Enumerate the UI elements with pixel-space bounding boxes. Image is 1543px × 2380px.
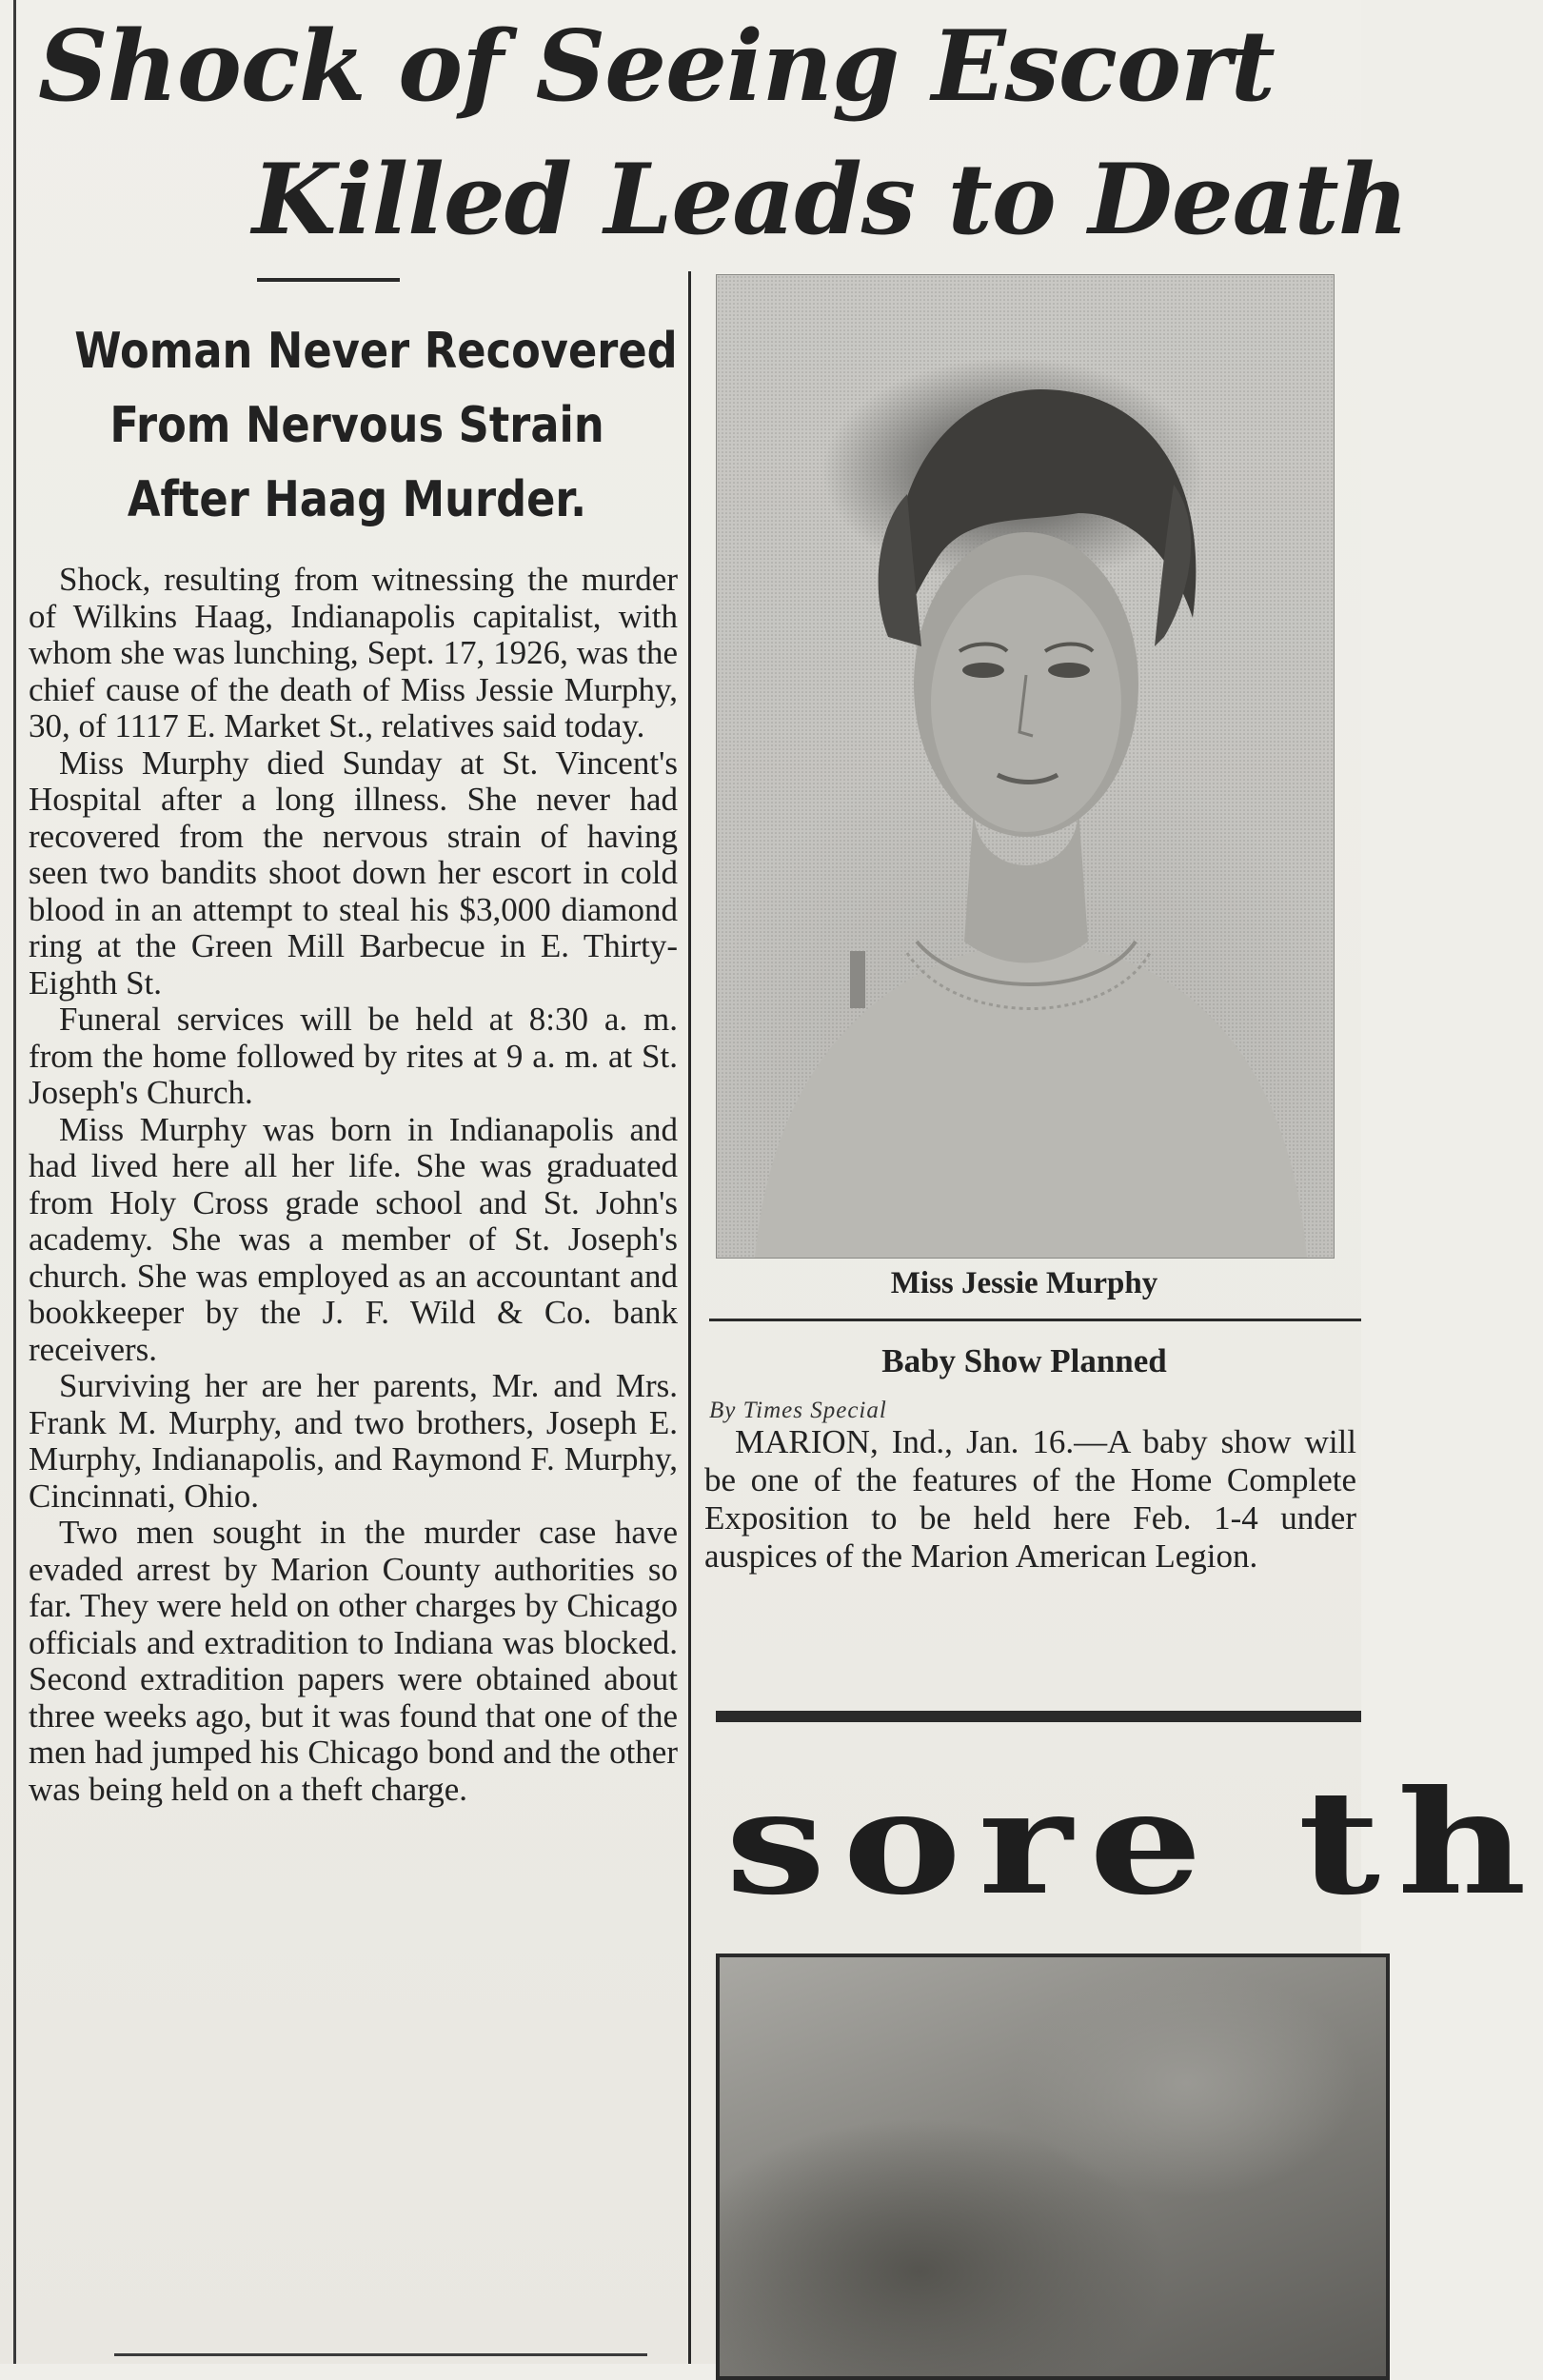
- deck-line-1: Woman Never Recovered: [74, 323, 678, 380]
- article-paragraph: Shock, resulting from witnessing the murder of Wilkins Haag, Indianapolis capitalist, with whom she was lunching, Sept. 17, 1926, was the chief cause of the death of Miss Jessie Murphy, 30, of 1117 E. Market St., relatives said today.: [29, 561, 678, 744]
- portrait-photo: [716, 274, 1335, 1259]
- article-paragraph: Funeral services will be held at 8:30 a. m. from the home followed by rites at 9 a. m. at St. Joseph's Church.: [29, 1001, 678, 1111]
- brief-title: Baby Show Planned: [881, 1342, 1167, 1379]
- headline-divider: [257, 278, 400, 282]
- article-paragraph: Surviving her are her parents, Mr. and Mrs. Frank M. Murphy, and two brothers, Joseph E. Murphy, Indianapolis, and Raymond F. Murphy, Cincinnati, Ohio.: [29, 1367, 678, 1515]
- ad-top-rule: [716, 1711, 1361, 1722]
- left-column-rule: [13, 0, 16, 2364]
- deck-headline: [74, 314, 678, 537]
- article-body: [29, 562, 678, 1808]
- bottom-rule: [114, 2353, 647, 2356]
- article-paragraph: Miss Murphy was born in Indianapolis and had lived here all her life. She was graduated from Holy Cross grade school and St. John's academy. She was a member of St. Joseph's church. She was employed as an accountant and bookkeeper by the J. F. Wild & Co. bank receivers.: [29, 1110, 678, 1368]
- article-paragraph: Miss Murphy died Sunday at St. Vincent's Hospital after a long illness. She never had recovered from the nervous strain of having seen two bandits shoot down her escort in cold blood in an attempt to steal his $3,000 diamond ring at the Green Mill Barbecue in E. Thirty-Eighth St.: [29, 744, 678, 1002]
- deck-line-2: From Nervous Strain: [109, 397, 604, 454]
- advertisement-image: [716, 1954, 1390, 2380]
- headline-line-2: Killed Leads to Death: [252, 143, 1408, 257]
- photo-caption: Miss Jessie Murphy: [890, 1266, 1158, 1300]
- caption-rule: [709, 1319, 1361, 1321]
- article-paragraph: Two men sought in the murder case have evaded arrest by Marion County authorities so far. They were held on other charges by Chicago officials and extradition to Indiana was blocked. Second extradition papers were obtained about three weeks ago, but it was found that one of the men had jumped his Chicago bond and the other was being held on a theft charge.: [29, 1514, 678, 1808]
- brief-byline: By Times Special: [709, 1398, 887, 1423]
- brief-body: [704, 1423, 1356, 1576]
- column-divider: [688, 271, 691, 2364]
- advertisement-headline: sore th: [725, 1759, 1543, 1927]
- brief-paragraph: MARION, Ind., Jan. 16.—A baby show will be one of the features of the Home Complete Exposition to be held here Feb. 1-4 under auspices of the Marion American Legion.: [704, 1423, 1356, 1575]
- headline-line-1: Shock of Seeing Escort: [38, 10, 1275, 124]
- deck-line-3: After Haag Murder.: [127, 471, 587, 528]
- portrait-illustration: [717, 275, 1334, 1258]
